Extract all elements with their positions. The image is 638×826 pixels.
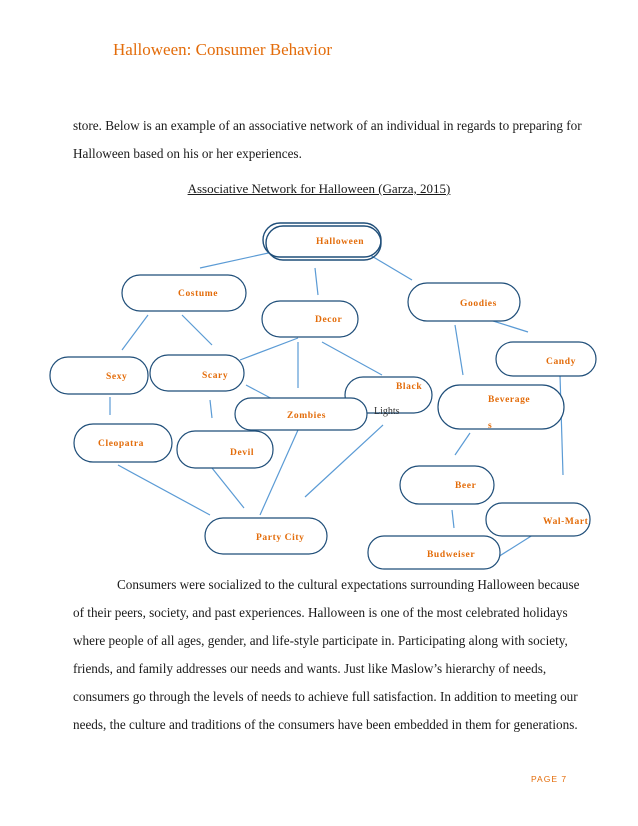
edge xyxy=(452,510,454,528)
text-line: Consumers were socialized to the cultural expectations surrounding Halloween because xyxy=(117,577,580,592)
node-budweiser xyxy=(368,536,500,569)
node-label: Decor xyxy=(315,315,343,325)
body-paragraph xyxy=(73,571,580,739)
node-label: Beverage xyxy=(488,395,531,405)
edge xyxy=(370,255,412,280)
edge xyxy=(455,433,470,455)
node-label: Costume xyxy=(178,289,219,299)
node-sexy xyxy=(50,357,148,394)
edge xyxy=(490,320,528,332)
node-scary xyxy=(150,355,244,391)
node-label: Scary xyxy=(202,371,229,381)
text-line: of their peers, society, and past experiences. Halloween is one of the most celebrated holidays xyxy=(73,605,568,620)
text-line: Halloween based on his or her experiences. xyxy=(73,146,302,161)
node-decor xyxy=(262,301,358,337)
edge xyxy=(212,468,244,508)
edge xyxy=(122,315,148,350)
text-line: friends, and family addresses our needs and wants. Just like Maslow’s hierarchy of needs, xyxy=(73,661,547,676)
node-label: s xyxy=(488,421,493,431)
node-label: Beer xyxy=(455,481,477,491)
node-label: Goodies xyxy=(460,299,497,309)
node-label: Party City xyxy=(256,533,305,543)
node-label-lights: Lights xyxy=(374,406,400,417)
node-beer xyxy=(400,466,494,504)
node-beverages xyxy=(438,385,564,431)
node-costume xyxy=(122,275,246,311)
edge xyxy=(315,268,318,295)
edge xyxy=(118,465,210,515)
edge xyxy=(182,315,212,345)
text-line: consumers go through the levels of needs to achieve full satisfaction. In addition to meeting our xyxy=(73,689,578,704)
text-line: needs, the culture and traditions of the consumers have been embedded in them for generations. xyxy=(73,717,578,732)
node-wal-mart xyxy=(486,503,590,536)
edge xyxy=(322,342,382,375)
edge xyxy=(560,375,563,475)
node-devil xyxy=(177,431,273,468)
text-line: where people of all ages, gender, and life-style participate in. Participating along with society, xyxy=(73,633,568,648)
edge xyxy=(210,400,212,418)
node-halloween xyxy=(263,223,381,260)
text-line: store. Below is an example of an associative network of an individual in regards to preparing for xyxy=(73,118,582,133)
node-label: Sexy xyxy=(106,372,128,382)
node-label: Zombies xyxy=(287,411,327,421)
node-party-city xyxy=(205,518,327,554)
node-label: Wal-Mart xyxy=(543,517,589,527)
edge xyxy=(240,338,298,360)
node-zombies xyxy=(235,398,367,430)
node-cleopatra xyxy=(74,424,172,462)
running-header-title: Halloween: Consumer Behavior xyxy=(113,40,333,59)
node-label: Black xyxy=(396,382,423,392)
node-label: Cleopatra xyxy=(98,439,145,449)
node-label: Budweiser xyxy=(427,550,476,560)
edge xyxy=(455,325,463,375)
node-goodies xyxy=(408,283,520,321)
edge xyxy=(305,425,383,497)
node-label: Candy xyxy=(546,357,576,367)
node-label: Halloween xyxy=(316,237,365,247)
figure-caption: Associative Network for Halloween (Garza, 2015) xyxy=(187,181,451,196)
node-candy xyxy=(496,342,596,376)
page-number: PAGE 7 xyxy=(531,774,568,784)
node-label: Devil xyxy=(230,448,255,458)
